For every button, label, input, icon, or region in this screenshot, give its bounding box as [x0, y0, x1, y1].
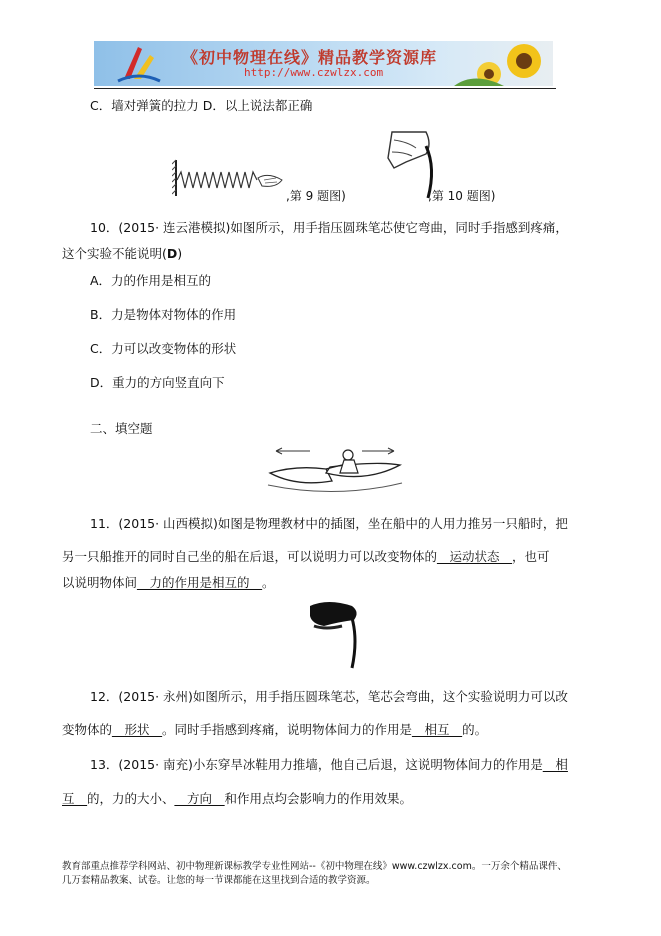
q10-stem-line1: 10．(2015· 连云港模拟)如图所示，用手指压圆珠笔芯使它弯曲，同时手指感到疼痛， — [90, 220, 568, 235]
footer-note — [62, 860, 602, 888]
q11-stem-line2 — [62, 548, 550, 566]
q10-answer: D — [166, 246, 178, 261]
q13-text-3: 和作用点均会影响力的作用效果。 — [224, 791, 413, 806]
q10-stem-text: 这个实验不能说明( — [62, 246, 167, 261]
q11-text-3: 以说明物体间 — [62, 575, 138, 590]
q13-stem-line1 — [90, 756, 568, 774]
banner-title: 《初中物理在线》精品教学资源库 — [182, 48, 438, 67]
q13-stem-line2 — [62, 790, 412, 808]
q12-stem-line1: 12．(2015· 永州)如图所示，用手指压圆珠笔芯，笔芯会弯曲，这个实验说明力可以改 — [90, 689, 568, 704]
spring-figure — [172, 158, 288, 198]
header-banner — [94, 41, 553, 86]
q10-paren: ) — [177, 246, 183, 261]
q10-stem-line2 — [62, 245, 182, 263]
header-rule — [94, 88, 556, 89]
q12-text-3: 的。 — [462, 722, 488, 737]
q12-answer-1: __形状__ — [112, 722, 163, 737]
q13-text-1: 13．(2015· 南充)小东穿旱冰鞋用力推墙，他自己后退，这说明物体间力的作用是 — [90, 757, 543, 772]
logo-icon — [118, 47, 160, 81]
finger-press-figure — [308, 596, 364, 670]
q12-stem-line2 — [62, 721, 487, 739]
q13-text-2: 的，力的大小、 — [87, 791, 175, 806]
q11-stem-line1: 11．(2015· 山西模拟)如图是物理教材中的插图，坐在船中的人用力推另一只船时，把 — [90, 516, 568, 531]
boat-figure — [266, 443, 404, 499]
figure-10-caption: ,第 10 题图) — [428, 189, 496, 203]
q12-text-2: 。同时手指感到疼痛，说明物体间力的作用是 — [162, 722, 413, 737]
q13-answer-1b: 互__ — [62, 791, 88, 806]
q10-option-c: C．力可以改变物体的形状 — [90, 341, 237, 356]
q10-option-d: D．重力的方向竖直向下 — [90, 375, 225, 390]
banner-url: http://www.czwlzx.com — [244, 66, 384, 79]
q12-text-1: 变物体的 — [62, 722, 113, 737]
q13-answer-1a: __相 — [542, 757, 568, 772]
q11-text-1: 另一只船推开的同时自己坐的船在后退，可以说明力可以改变物体的 — [62, 549, 438, 564]
option-line-cd: C．墙对弹簧的拉力 D．以上说法都正确 — [90, 98, 313, 113]
sunflower-icon — [454, 44, 541, 86]
section-heading-fill-in: 二、填空题 — [90, 421, 153, 436]
q11-answer-2: __力的作用是相互的__ — [137, 575, 263, 590]
q11-text-4: 。 — [262, 575, 275, 590]
figure-9-caption: ,第 9 题图) — [286, 189, 346, 203]
q10-option-a: A．力的作用是相互的 — [90, 273, 212, 288]
q11-stem-line3 — [62, 574, 275, 592]
q11-text-2: ，也可 — [512, 549, 550, 564]
q11-answer-1: __运动状态__ — [437, 549, 513, 564]
footer-line-1: 教育部重点推荐学科网站、初中物理新课标教学专业性网站--《初中物理在线》www.czwlzx.com。一万余个精品课件、 — [62, 861, 567, 872]
q13-answer-2: __方向__ — [174, 791, 225, 806]
footer-line-2: 几万套精品教案、试卷。让您的每一节课都能在这里找到合适的教学资源。 — [62, 875, 376, 886]
q10-option-b: B．力是物体对物体的作用 — [90, 307, 237, 322]
q12-answer-2: __相互__ — [412, 722, 463, 737]
